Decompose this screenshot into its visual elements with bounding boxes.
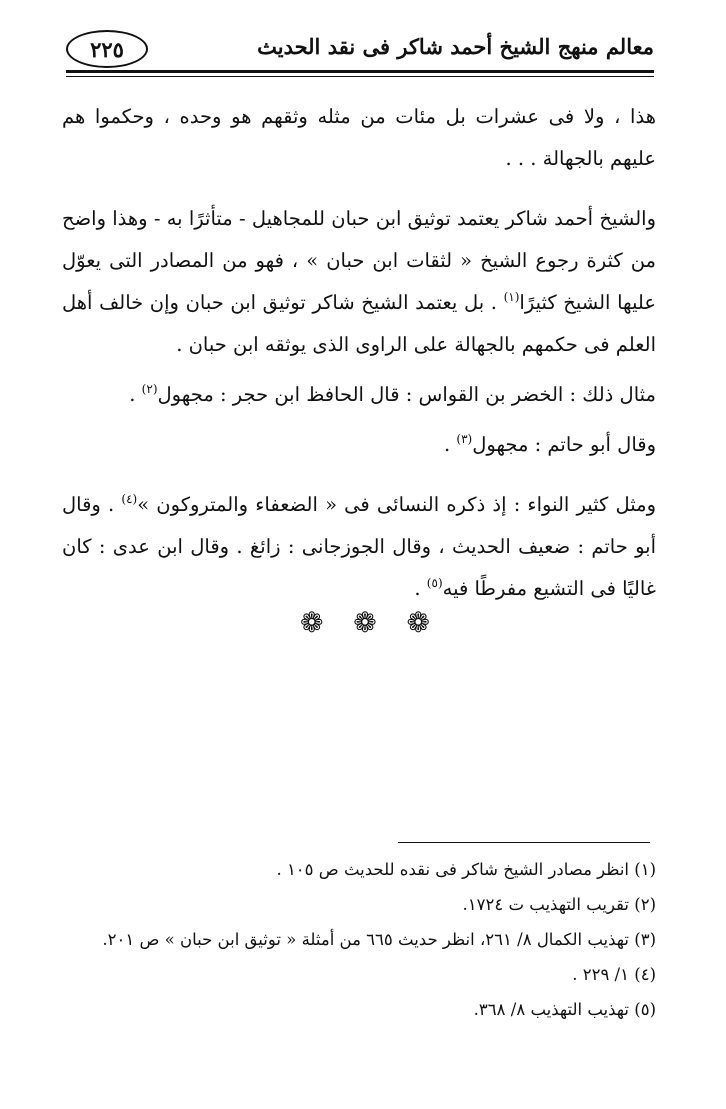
footnote-5: (٥) تهذيب التهذيب ٨/ ٣٦٨. [473,1000,656,1019]
footnotes [62,852,656,1027]
footnote-ref-2: (٢) [141,382,158,396]
flower-ornament-icon: ❁ [353,606,377,639]
flower-ornament-icon: ❁ [406,606,430,639]
footnote-ref-1: (١) [503,290,520,304]
footnote-ref-5: (٥) [426,576,443,590]
paragraph-2: والشيخ أحمد شاكر يعتمد توثيق ابن حبان للمجاهيل - متأثرًا به - وهذا واضح من كثرة رجوع الشيخ « لثقات ابن حبان » ، فهو من المصادر التى يعوّل عليها الشيخ كثيرًا$^{(١)}$ . بل يعتمد الشيخ شاكر توثيق ابن حبان وإن خالف أهل العلم فى حكمهم بالجهالة على الراوى الذى يوثقه ابن حبان . [62,207,656,356]
paragraph-1: هذا ، ولا فى عشرات بل مئات من مثله وثقهم هو وحده ، وحكموا هم عليهم بالجهالة . . . [62,105,656,170]
body-text [62,96,656,610]
footnote-ref-4: (٤) [121,492,138,506]
footnote-2: (٢) تقريب التهذيب ت ١٧٢٤. [462,895,656,914]
paragraph-3: مثال ذلك : الخضر بن القواس : قال الحافظ ابن حجر : مجهول$^{(٢)}$ . [129,382,656,406]
flower-ornament-icon: ❁ [300,606,324,639]
page-header [66,30,654,74]
page-number: ٢٢٥ [66,30,148,68]
header-rule-thick [66,70,654,73]
header-rule-thin [66,76,654,77]
section-ornaments [300,606,430,639]
footnote-3: (٣) تهذيب الكمال ٨/ ٢٦١، انظر حديث ٦٦٥ من أمثلة « توثيق ابن حبان » ص ٢٠١. [102,930,656,949]
paragraph-4: وقال أبو حاتم : مجهول$^{(٣)}$ . [443,432,656,456]
footnote-1: (١) انظر مصادر الشيخ شاكر فى نقده للحديث ص ١٠٥ . [276,860,656,879]
footnote-separator [398,842,650,843]
footnote-ref-3: (٣) [456,432,473,446]
footnote-4: (٤) ١/ ٢٢٩ . [572,965,656,984]
paragraph-5: ومثل كثير النواء : إذ ذكره النسائى فى « الضعفاء والمتروكون »$^{(٤)}$ . وقال أبو حاتم : ضعيف الحديث ، وقال الجوزجانى : زائغ . وقال ابن عدى : كان غاليًا فى التشيع مفرطًا فيه$^{(٥)}$ . [62,492,656,600]
running-title: معالم منهج الشيخ أحمد شاكر فى نقد الحديث [257,34,654,59]
